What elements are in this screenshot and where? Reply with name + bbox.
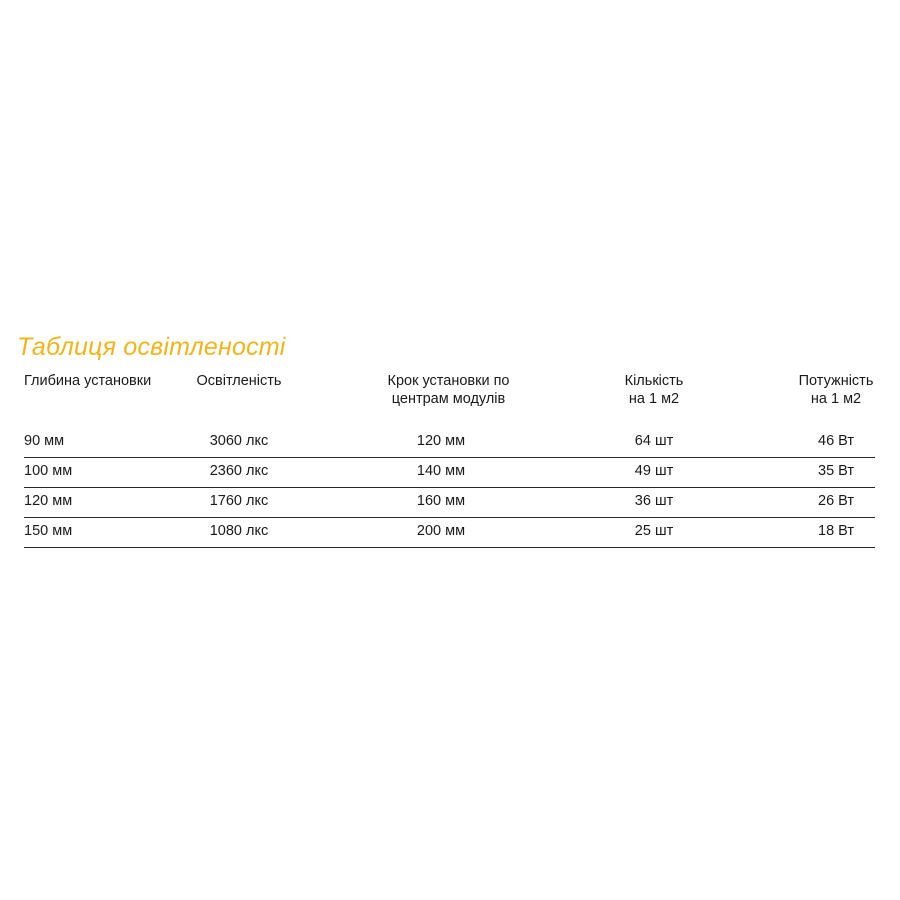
cell-power: 18 Вт	[818, 523, 854, 539]
cell-step: 140 мм	[416, 463, 466, 479]
table-row	[24, 518, 875, 548]
illuminance-table	[24, 372, 875, 548]
table-row	[24, 428, 875, 458]
cell-illuminance: 1760 лкс	[209, 493, 269, 509]
cell-count: 49 шт	[634, 463, 674, 479]
cell-step: 160 мм	[416, 493, 466, 509]
header-depth	[24, 372, 151, 390]
header-count	[609, 372, 699, 408]
table-title: Таблиця освітленості	[17, 333, 286, 361]
header-illuminance	[179, 372, 299, 390]
cell-illuminance: 2360 лкс	[209, 463, 269, 479]
cell-depth: 120 мм	[24, 493, 73, 509]
table-header	[24, 372, 875, 428]
header-depth-label: Глибина установки	[24, 373, 152, 389]
cell-count: 64 шт	[634, 433, 674, 449]
cell-step: 120 мм	[416, 433, 466, 449]
cell-power: 35 Вт	[818, 463, 854, 479]
header-step-line1: Крок установки по	[387, 373, 510, 389]
header-count-line1: Кількість	[624, 373, 684, 389]
table-row	[24, 488, 875, 518]
cell-count: 25 шт	[634, 523, 674, 539]
cell-power: 46 Вт	[818, 433, 854, 449]
cell-depth: 90 мм	[24, 433, 65, 449]
cell-step: 200 мм	[416, 523, 466, 539]
header-power-line1: Потужність	[798, 373, 874, 389]
cell-illuminance: 3060 лкс	[209, 433, 269, 449]
header-illuminance-label: Освітленість	[196, 373, 282, 389]
cell-depth: 100 мм	[24, 463, 73, 479]
cell-illuminance: 1080 лкс	[209, 523, 269, 539]
cell-power: 26 Вт	[818, 493, 854, 509]
header-step-line2: центрам модулів	[391, 391, 506, 407]
header-power	[786, 372, 886, 408]
header-power-line2: на 1 м2	[810, 391, 862, 407]
cell-depth: 150 мм	[24, 523, 73, 539]
header-count-line2: на 1 м2	[628, 391, 680, 407]
cell-count: 36 шт	[634, 493, 674, 509]
header-step	[361, 372, 536, 408]
table-row	[24, 458, 875, 488]
